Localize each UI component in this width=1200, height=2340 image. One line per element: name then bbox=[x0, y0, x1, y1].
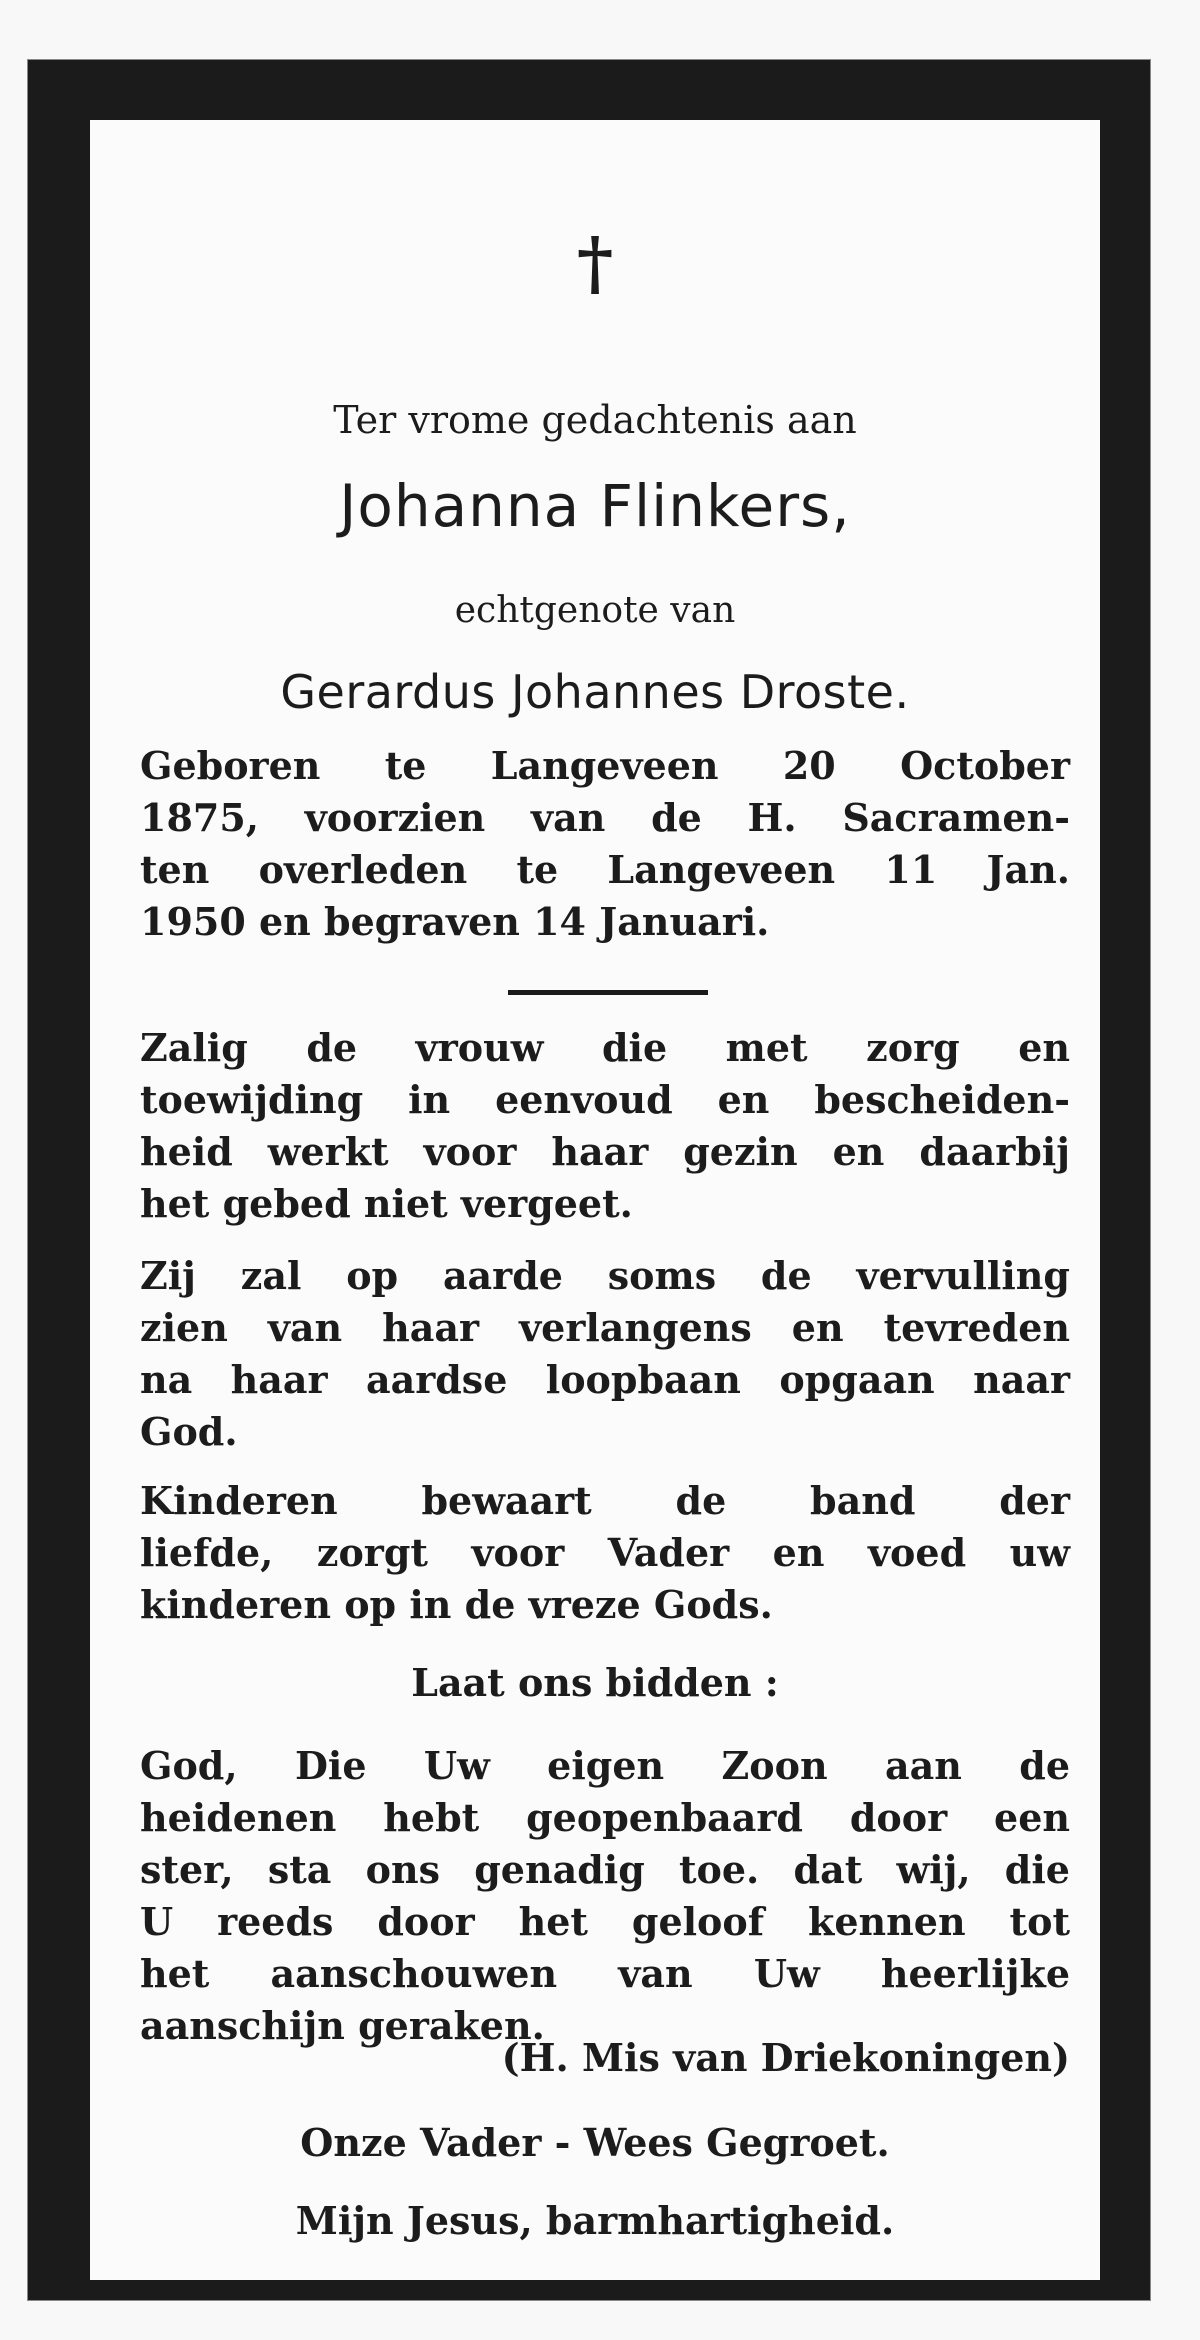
text-line: liefde, zorgt voor Vader en voed uw bbox=[140, 1530, 1070, 1575]
intro-text: Ter vrome gedachtenis aan bbox=[333, 398, 857, 442]
text-line: het gebed niet vergeet. bbox=[140, 1181, 633, 1226]
text-line: God, Die Uw eigen Zoon aan de bbox=[140, 1743, 1070, 1788]
paragraph-1 bbox=[140, 1022, 1070, 1230]
closing-prayer-2: Mijn Jesus, barmhartigheid. bbox=[295, 2198, 895, 2243]
text-line: kinderen op in de vreze Gods. bbox=[140, 1582, 773, 1627]
divider bbox=[508, 990, 708, 995]
spouse-name: Gerardus Johannes Droste. bbox=[280, 665, 910, 719]
closing-prayer-1: Onze Vader - Wees Gegroet. bbox=[300, 2120, 890, 2165]
text-line: heidenen hebt geopenbaard door een bbox=[140, 1795, 1070, 1840]
text-line: U reeds door het geloof kennen tot bbox=[140, 1899, 1070, 1944]
text-line: Zij zal op aarde soms de vervulling bbox=[140, 1253, 1070, 1298]
prayer-heading: Laat ons bidden : bbox=[411, 1660, 779, 1705]
text-line: ten overleden te Langeveen 11 Jan. bbox=[140, 847, 1070, 892]
card-content bbox=[90, 120, 1100, 2280]
text-line: aanschijn geraken. bbox=[140, 2003, 545, 2048]
text-line: ster, sta ons genadig toe. dat wij, die bbox=[140, 1847, 1070, 1892]
birth-death-paragraph bbox=[140, 740, 1070, 948]
memorial-card bbox=[28, 60, 1150, 2300]
spouse-intro-text: echtgenote van bbox=[454, 590, 736, 631]
paragraph-3 bbox=[140, 1475, 1070, 1631]
text-line: 1875, voorzien van de H. Sacramen- bbox=[140, 795, 1070, 840]
text-line: 1950 en begraven 14 Januari. bbox=[140, 899, 770, 944]
prayer-paragraph bbox=[140, 1740, 1070, 2052]
cross-icon: † bbox=[576, 221, 614, 304]
text-line: God. bbox=[140, 1409, 238, 1454]
text-line: heid werkt voor haar gezin en daarbij bbox=[140, 1129, 1070, 1174]
text-line: Kinderen bewaart de band der bbox=[140, 1478, 1070, 1523]
text-line: Geboren te Langeveen 20 October bbox=[140, 743, 1070, 788]
text-line: Zalig de vrouw die met zorg en bbox=[140, 1025, 1070, 1070]
text-line: na haar aardse loopbaan opgaan naar bbox=[140, 1357, 1070, 1402]
paragraph-2 bbox=[140, 1250, 1070, 1458]
text-line: zien van haar verlangens en tevreden bbox=[140, 1305, 1070, 1350]
text-line: toewijding in eenvoud en bescheiden- bbox=[140, 1077, 1070, 1122]
prayer-source: (H. Mis van Driekoningen) bbox=[501, 2035, 1070, 2080]
deceased-name: Johanna Flinkers, bbox=[339, 472, 851, 540]
text-line: het aanschouwen van Uw heerlijke bbox=[140, 1951, 1070, 1996]
